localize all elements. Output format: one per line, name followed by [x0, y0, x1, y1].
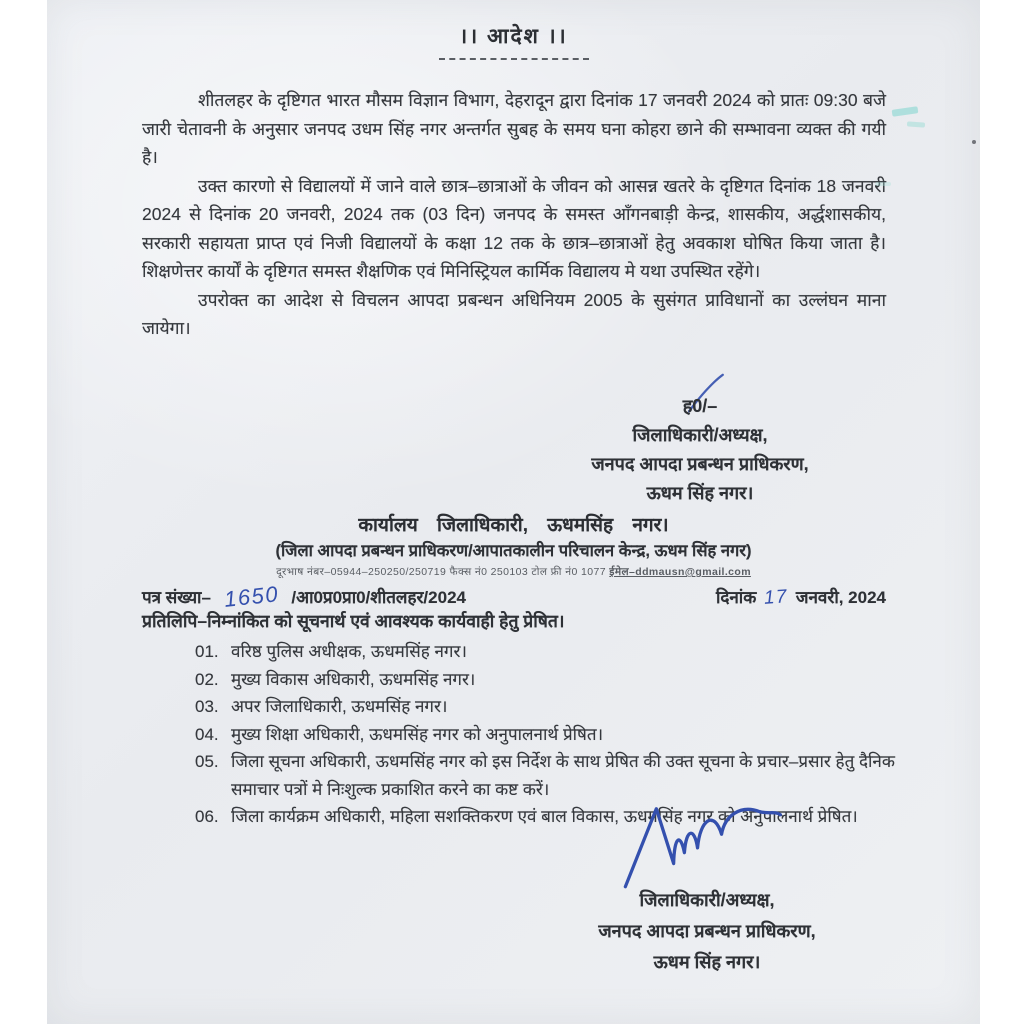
- list-item-number: 05.: [195, 752, 219, 771]
- list-item-number: 03.: [195, 697, 219, 716]
- list-item: [195, 666, 899, 694]
- signature-block-top: [520, 392, 880, 508]
- date-label: दिनांक: [715, 588, 757, 607]
- list-item-number: 06.: [195, 807, 219, 826]
- highlighter-smudge: [907, 121, 925, 127]
- office-contact-line: [47, 565, 980, 579]
- page-title: ।। आदेश ।।: [459, 25, 568, 48]
- signatory-authority: जनपद आपदा प्रबन्धन प्राधिकरण,: [591, 454, 809, 474]
- signatory-designation: जिलाधिकारी/अध्यक्ष,: [632, 425, 768, 445]
- paragraph-weather-warning: शीतलहर के दृष्टिगत भारत मौसम विज्ञान विभाग, देहरादून द्वारा दिनांक 17 जनवरी 2024 को प्रातः 09:30 बजे जारी चेतावनी के अनुसार जनपद उधम सिंह नगर अन्तर्गत सुबह के समय घना कोहरा छाने की सम्भावना व्यक्त की गयी है।: [142, 90, 886, 167]
- title-underline: [439, 58, 589, 60]
- signatory-district: ऊधम सिंह नगर।: [646, 483, 754, 503]
- list-item-text: जिला सूचना अधिकारी, ऊधमसिंह नगर को इस निर्देश के साथ प्रेषित की उक्त सूचना के प्रचार–प्रसार हेतु दैनिक समाचार पत्रों मे निःशुल्क प्रकाशित करने का कष्ट करें।: [231, 752, 895, 799]
- list-item-number: 04.: [195, 724, 219, 744]
- letter-number-prefix: पत्र संख्या–: [142, 588, 211, 607]
- signatory-authority: जनपद आपदा प्रबन्धन प्राधिकरण,: [598, 921, 816, 941]
- list-item-text: मुख्य विकास अधिकारी, ऊधमसिंह नगर।: [231, 669, 476, 689]
- letter-number-row: [142, 581, 886, 612]
- list-item-text: मुख्य शिक्षा अधिकारी, ऊधमसिंह नगर को अनुपालनार्थ प्रेषित।: [231, 724, 604, 744]
- signature-block-bottom: [517, 885, 897, 978]
- copy-distribution-line: प्रतिलिपि–निम्नांकित को सूचनार्थ एवं आवश्यक कार्यवाही हेतु प्रेषित।: [142, 611, 565, 631]
- letter-number-suffix: /आ0प्र0प्रा0/शीतलहर/2024: [291, 588, 466, 607]
- list-item: [195, 693, 899, 721]
- date-month-year: जनवरी, 2024: [795, 588, 886, 607]
- office-phone-fax: दूरभाष नंबर–05944–250250/250719 फैक्स नं0 250103 टोल फ्री नं0 1077: [276, 566, 606, 578]
- list-item: [195, 803, 899, 831]
- handwritten-signature: [613, 795, 792, 892]
- highlighter-smudge: [875, 182, 891, 186]
- handwritten-date-day: 17: [763, 586, 789, 609]
- document-page: [47, 0, 980, 1024]
- letter-date-group: [716, 585, 886, 609]
- paragraph-holiday-declaration: उक्त कारणो से विद्यालयों में जाने वाले छात्र–छात्राओं के जीवन को आसन्न खतरे के दृष्टिगत दिनांक 18 जनवरी 2024 से दिनांक 20 जनवरी, 2024 तक (03 दिन) जनपद के समस्त आँगनबाड़ी केन्द्र, शासकीय, अर्द्धशासकीय, सरकारी सहायता प्राप्त एवं निजी विद्यालयों के कक्षा 12 तक के छात्र–छात्राओं हेतु अवकाश घोषित किया जाता है। शिक्षणेत्तर कार्यों के दृष्टिगत समस्त शैक्षणिक एवं मिनिस्ट्रियल कार्मिक विद्यालय मे यथा उपस्थित रहेंगे।: [142, 175, 886, 281]
- signatory-district: ऊधम सिंह नगर।: [653, 952, 761, 972]
- order-body: [142, 86, 886, 343]
- office-heading: कार्यालय जिलाधिकारी, ऊधमसिंह नगर।: [358, 515, 669, 536]
- highlighter-smudge: [892, 106, 919, 117]
- signed-abbreviation: ह0/–: [682, 396, 718, 416]
- office-email: ईमेल–ddmausn@gmail.com: [609, 566, 751, 578]
- list-item: [195, 638, 899, 666]
- office-subheading: (जिला आपदा प्रबन्धन प्राधिकरण/आपातकालीन परिचालन केन्द्र, ऊधम सिंह नगर): [275, 542, 752, 560]
- letter-number-group: [142, 581, 466, 612]
- list-item-number: 01.: [195, 642, 219, 661]
- list-item-text: जिला कार्यक्रम अधिकारी, महिला सशक्तिकरण एवं बाल विकास, ऊधमसिंह नगर को अनुपालनार्थ प्रेषित।: [231, 807, 858, 826]
- list-item-text: अपर जिलाधिकारी, ऊधमसिंह नगर।: [231, 697, 448, 716]
- list-item-number: 02.: [195, 669, 219, 689]
- scan-speck: [972, 140, 976, 144]
- list-item-text: वरिष्ठ पुलिस अधीक्षक, ऊधमसिंह नगर।: [231, 642, 467, 661]
- paragraph-violation-clause: उपरोक्त का आदेश से विचलन आपदा प्रबन्धन अधिनियम 2005 के सुसंगत प्राविधानों का उल्लंघन माना जायेगा।: [142, 289, 886, 338]
- list-item: [195, 721, 899, 749]
- recipient-list: [195, 638, 899, 831]
- handwritten-letter-number: 1650: [222, 581, 280, 612]
- list-item: [195, 748, 899, 803]
- signatory-designation: जिलाधिकारी/अध्यक्ष,: [639, 890, 775, 910]
